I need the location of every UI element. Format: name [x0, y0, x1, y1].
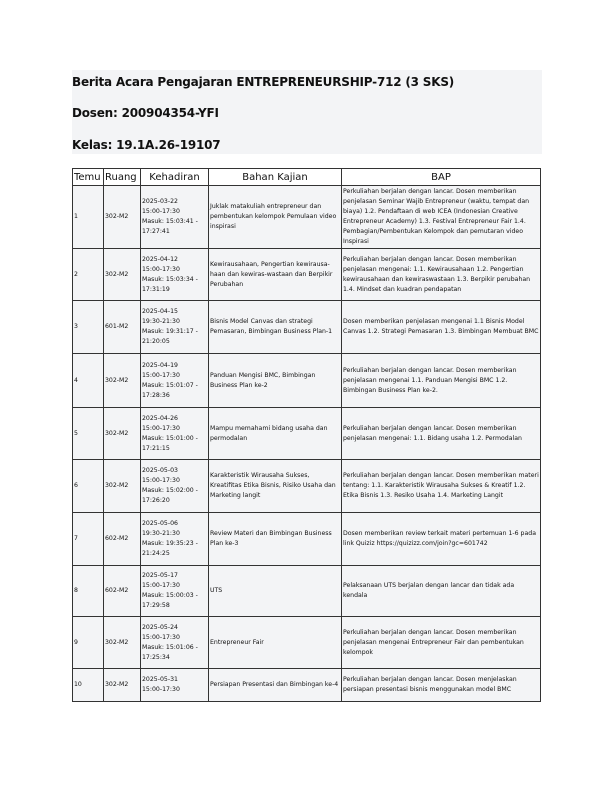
- meeting-time: 15:00-17:30: [142, 582, 180, 589]
- attendance: [141, 301, 209, 354]
- meeting-number: 4: [73, 354, 104, 408]
- meeting-time: 19:30-21:30: [142, 318, 180, 325]
- study-material: Karakteristik Wirausaha Sukses, Kreatifitas Etika Bisnis, Risiko Usaha dan Marketing langit: [209, 460, 342, 513]
- meeting-number: 3: [73, 301, 104, 354]
- meeting-date: 2025-05-03: [142, 467, 178, 474]
- bap-note: Pelaksanaan UTS berjalan dengan lancar dan tidak ada kendala: [342, 566, 541, 617]
- meeting-date: 2025-04-19: [142, 361, 178, 369]
- document-title: Berita Acara Pengajaran ENTREPRENEURSHIP-712 (3 SKS): [72, 75, 455, 89]
- room: 601-M2: [104, 301, 141, 354]
- column-header-kehadiran: Kehadiran: [141, 169, 209, 186]
- attendance: [141, 186, 209, 249]
- meeting-number: 2: [73, 249, 104, 301]
- table-header-row: [73, 169, 541, 186]
- meeting-number: 1: [73, 186, 104, 249]
- meeting-date: 2025-04-26: [142, 414, 178, 422]
- study-material: Panduan Mengisi BMC, Bimbingan Business Plan ke-2: [209, 354, 342, 408]
- bap-note: Perkuliahan berjalan dengan lancar. Dosen memberikan penjelasan mengenai Entrepreneur Fair dan pembentukan kelompok: [342, 617, 541, 669]
- table-row: [73, 301, 541, 354]
- meeting-date: 2025-05-31: [142, 676, 178, 683]
- meeting-time: 15:00-17:30: [142, 477, 180, 484]
- meeting-time: 15:00-17:30: [142, 265, 180, 273]
- check-in-time: Masuk: 19:31:17 - 21:20:05: [142, 328, 198, 345]
- meeting-time: 15:00-17:30: [142, 208, 180, 215]
- meeting-time: 15:00-17:30: [142, 686, 180, 693]
- meeting-number: 5: [73, 408, 104, 460]
- study-material: Bisnis Model Canvas dan strategi Pemasaran, Bimbingan Business Plan-1: [209, 301, 342, 354]
- column-header-bap: BAP: [342, 169, 541, 186]
- study-material: Review Materi dan Bimbingan Business Plan ke-3: [209, 513, 342, 566]
- bap-note: Dosen memberikan penjelasan mengenai 1.1 Bisnis Model Canvas 1.2. Strategi Pemasaran 1.3. Bimbingan Membuat BMC: [342, 301, 541, 354]
- meeting-time: 19:30-21:30: [142, 530, 180, 537]
- class-id: Kelas: 19.1A.26-19107: [72, 138, 221, 152]
- meeting-number: 9: [73, 617, 104, 669]
- room: 602-M2: [104, 566, 141, 617]
- table-row: [73, 460, 541, 513]
- meeting-date: 2025-05-06: [142, 520, 178, 527]
- check-in-time: Masuk: 15:02:00 - 17:26:20: [142, 487, 198, 504]
- table-row: [73, 354, 541, 408]
- table-row: [73, 249, 541, 301]
- lecturer-id: Dosen: 200904354-YFI: [72, 106, 219, 120]
- study-material: Persiapan Presentasi dan Bimbingan ke-4: [209, 669, 342, 702]
- study-material: Juklak matakuliah entrepreneur dan pembentukan kelompok Pemulaan video inspirasi: [209, 186, 342, 249]
- attendance: [141, 513, 209, 566]
- check-in-time: Masuk: 15:03:34 - 17:31:19: [142, 275, 198, 293]
- room: 302-M2: [104, 460, 141, 513]
- check-in-time: Masuk: 15:01:07 - 17:28:36: [142, 381, 198, 399]
- table-row: [73, 513, 541, 566]
- table-row: [73, 617, 541, 669]
- room: 302-M2: [104, 354, 141, 408]
- table-row: [73, 408, 541, 460]
- document-header: [72, 70, 542, 154]
- meeting-time: 15:00-17:30: [142, 424, 180, 432]
- check-in-time: Masuk: 15:03:41 - 17:27:41: [142, 218, 198, 235]
- bap-note: Perkuliahan berjalan dengan lancar. Dosen menjelaskan persiapan presentasi bisnis menggunakan model BMC: [342, 669, 541, 702]
- column-header-temu: Temu: [73, 169, 104, 186]
- meeting-number: 7: [73, 513, 104, 566]
- table-row: [73, 186, 541, 249]
- meeting-number: 8: [73, 566, 104, 617]
- column-header-bahan-kajian: Bahan Kajian: [209, 169, 342, 186]
- table-row: [73, 669, 541, 702]
- bap-note: Dosen memberikan review terkait materi pertemuan 1-6 pada link Quiziz https://quizizz.com/join?gc=601742: [342, 513, 541, 566]
- attendance: [141, 408, 209, 460]
- table-row: [73, 566, 541, 617]
- room: 302-M2: [104, 617, 141, 669]
- study-material: Kewirausahaan, Pengertian kewirausa-haan dan kewiras-wastaan dan Berpikir Perubahan: [209, 249, 342, 301]
- meeting-date: 2025-05-17: [142, 572, 178, 579]
- attendance: [141, 354, 209, 408]
- attendance: [141, 249, 209, 301]
- room: 602-M2: [104, 513, 141, 566]
- meeting-date: 2025-05-24: [142, 623, 178, 631]
- room: 302-M2: [104, 249, 141, 301]
- study-material: Mampu memahami bidang usaha dan permodalan: [209, 408, 342, 460]
- bap-note: Perkuliahan berjalan dengan lancar. Dosen memberikan materi tentang: 1.1. Karakteristik Wirausaha Sukses & Kreatif 1.2. Etika Bisnis 1.3. Resiko Usaha 1.4. Marketing Langit: [342, 460, 541, 513]
- meeting-date: 2025-04-12: [142, 255, 178, 263]
- bap-note: Perkuliahan berjalan dengan lancar. Dosen memberikan penjelasan mengenai: 1.1. Kewirausahaan 1.2. Pengertian kewirausahaan dan kewiraswastaan 1.3. Berpikir perubahan 1.4. Mindset dan kuadran pendapatan: [342, 249, 541, 301]
- attendance: [141, 617, 209, 669]
- column-header-ruang: Ruang: [104, 169, 141, 186]
- study-material: UTS: [209, 566, 342, 617]
- check-in-time: Masuk: 19:35:23 - 21:24:25: [142, 540, 198, 557]
- bap-note: Perkuliahan berjalan dengan lancar. Dosen memberikan penjelasan Seminar Wajib Entrepreneur (waktu, tempat dan biaya) 1.2. Pendaftaan di web ICEA (Indonesian Creative Entrepreneur Academy) 1.3. Festival Entrepreneur Fair 1.4. Pembagian/Pembentukan Kelompok dan pemutaran video Inspirasi: [342, 186, 541, 249]
- room: 302-M2: [104, 408, 141, 460]
- teaching-record-table: [72, 168, 541, 702]
- bap-note: Perkuliahan berjalan dengan lancar. Dosen memberikan penjelasan mengenai: 1.1. Bidang usaha 1.2. Permodalan: [342, 408, 541, 460]
- room: 302-M2: [104, 186, 141, 249]
- meeting-time: 15:00-17:30: [142, 633, 180, 641]
- attendance: [141, 460, 209, 513]
- check-in-time: Masuk: 15:01:00 - 17:21:15: [142, 434, 198, 452]
- attendance: [141, 566, 209, 617]
- check-in-time: Masuk: 15:01:06 - 17:25:34: [142, 643, 198, 661]
- meeting-date: 2025-04-15: [142, 308, 178, 315]
- meeting-time: 15:00-17:30: [142, 371, 180, 379]
- meeting-date: 2025-03-22: [142, 198, 178, 205]
- check-in-time: Masuk: 15:00:03 - 17:29:58: [142, 592, 198, 609]
- meeting-number: 6: [73, 460, 104, 513]
- study-material: Entrepreneur Fair: [209, 617, 342, 669]
- bap-note: Perkuliahan berjalan dengan lancar. Dosen memberikan penjelasan mengenai 1.1. Panduan Mengisi BMC 1.2. Bimbingan Business Plan ke-2.: [342, 354, 541, 408]
- attendance: [141, 669, 209, 702]
- room: 302-M2: [104, 669, 141, 702]
- meeting-number: 10: [73, 669, 104, 702]
